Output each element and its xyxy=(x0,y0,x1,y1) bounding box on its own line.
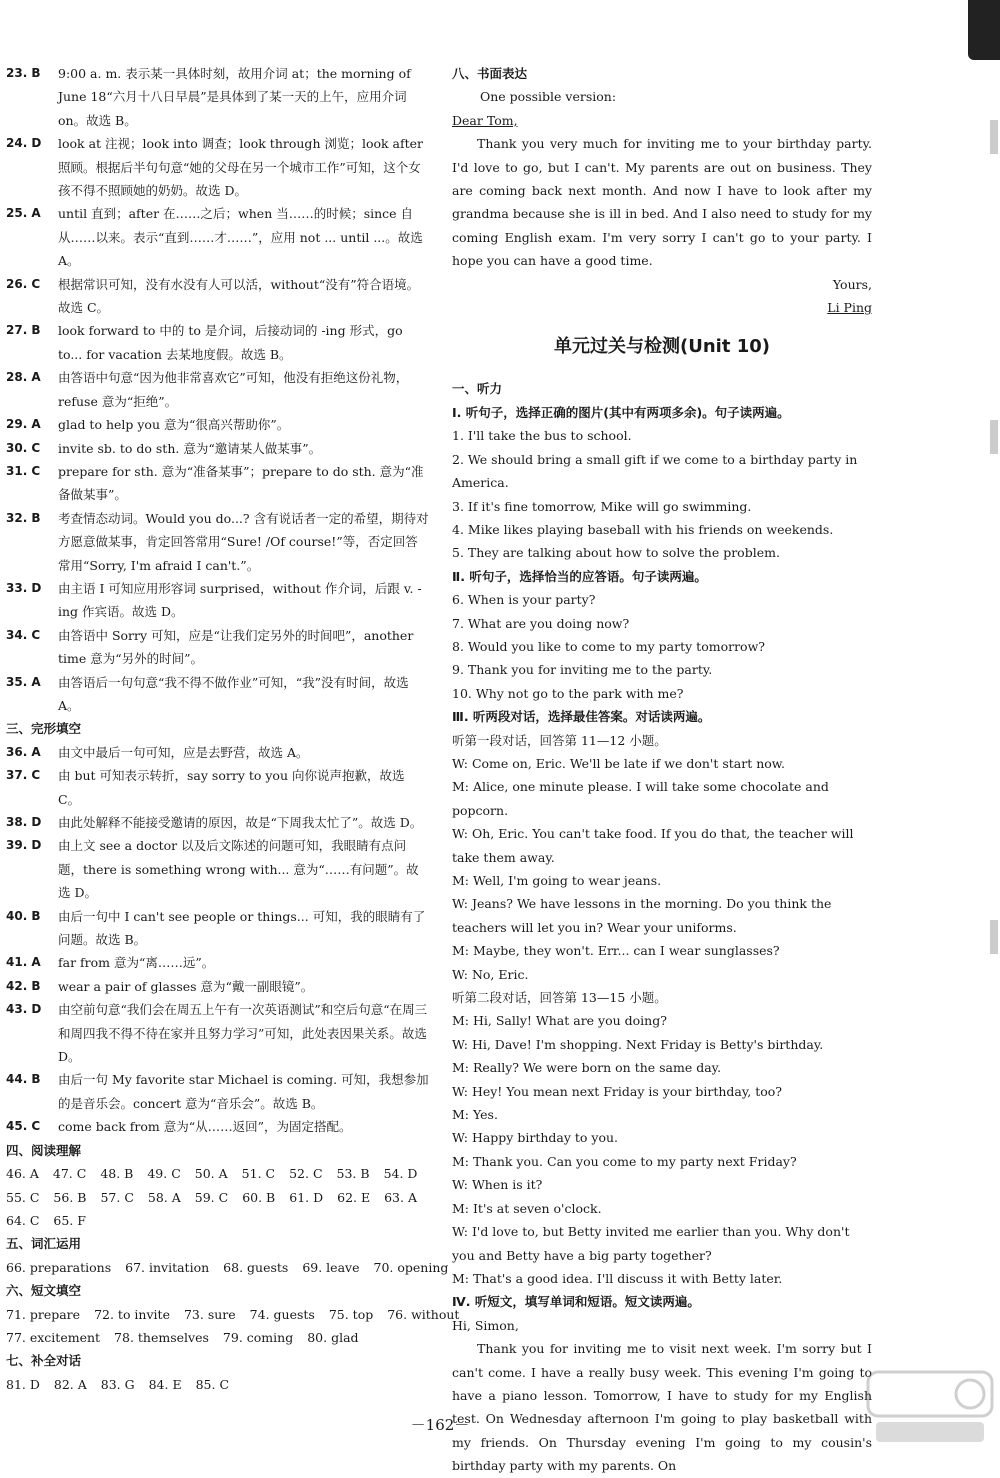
answer-item xyxy=(6,834,430,904)
answer-item xyxy=(6,764,430,811)
answer-number: 39. D xyxy=(6,838,42,853)
answer-explanation: until 直到；after 在……之后；when 当……的时候；since 自从……以来。表示“直到……才……”，应用 not ... until ...。故选 A。 xyxy=(58,206,423,269)
answer-item xyxy=(6,577,430,624)
answer-item xyxy=(6,460,430,507)
answer-key: 61. D xyxy=(289,1189,324,1205)
answer-key: 66. preparations xyxy=(6,1259,112,1275)
section-heading-listening: 一、听力 xyxy=(452,381,503,397)
answer-item xyxy=(6,741,430,764)
answer-item xyxy=(6,905,430,952)
answer-explanation: 根据常识可知，没有水没有人可以活，without“没有”符合语境。故选 C。 xyxy=(58,276,420,316)
answer-number: 38. D xyxy=(6,815,42,829)
answer-explanation: 由答语后一句句意“我不得不做作业”可知，“我”没有时间，故选 A。 xyxy=(58,674,409,713)
answer-key: 64. C xyxy=(6,1212,40,1228)
reading-answers-row xyxy=(6,1209,430,1232)
answer-number: 23. B xyxy=(6,66,41,80)
answer-explanation: prepare for sth. 意为“准备某事”；prepare to do sth. 意为“准备做某事”。 xyxy=(58,463,424,503)
dialog-line: W: No, Eric. xyxy=(452,966,529,982)
answer-key: 77. excitement xyxy=(6,1329,101,1345)
answer-key: 65. F xyxy=(53,1212,86,1228)
section-heading-passage-fill: 六、短文填空 xyxy=(6,1283,82,1299)
listening-part-2-heading: Ⅱ. 听句子，选择恰当的应答语。句子读两遍。 xyxy=(452,568,707,584)
answer-key: 78. themselves xyxy=(114,1329,209,1345)
answer-key: 80. glad xyxy=(307,1329,359,1345)
answer-number: 27. B xyxy=(6,323,41,338)
answer-number: 24. D xyxy=(6,136,42,151)
answer-item xyxy=(6,1068,430,1115)
passage-fill-answers-row xyxy=(6,1326,430,1349)
dialog-1-lines xyxy=(452,752,872,986)
answer-key: 69. leave xyxy=(302,1259,360,1275)
answer-key: 57. C xyxy=(100,1189,134,1205)
passage-greeting: Hi, Simon, xyxy=(452,1317,519,1333)
dialog-line: M: It's at seven o'clock. xyxy=(452,1200,602,1216)
answer-key: 58. A xyxy=(147,1189,181,1205)
answer-explanation: far from 意为“离……远”。 xyxy=(58,955,215,971)
listening-sentence: 1. I'll take the bus to school. xyxy=(452,428,632,444)
answer-number: 30. C xyxy=(6,440,41,455)
answer-number: 42. B xyxy=(6,978,41,993)
answer-explanation: 由上文 see a doctor 以及后文陈述的问题可知，我眼睛有点问题，there is something wrong with... 意为“……有问题”。故选 D。 xyxy=(58,838,419,901)
answer-item xyxy=(6,1115,430,1138)
dialog-line: M: That's a good idea. I'll discuss it with Betty later. xyxy=(452,1270,783,1286)
right-column xyxy=(452,62,872,1478)
answer-item xyxy=(6,366,430,413)
answer-explanation: 由后一句中 I can't see people or things... 可知，我的眼睛有了问题。故选 B。 xyxy=(58,908,426,948)
page-edge-mark xyxy=(990,920,998,954)
answer-item xyxy=(6,671,430,718)
dialog-line: M: Yes. xyxy=(452,1107,498,1123)
answer-key: 81. D xyxy=(6,1376,40,1392)
dialog-line: M: Really? We were born on the same day. xyxy=(452,1060,722,1076)
answer-explanation: 9:00 a. m. 表示某一具体时刻，故用介词 at；the morning of June 18“六月十八日早晨”是具体到了某一天的上午，应用介词 on。故选 B。 xyxy=(58,66,411,128)
section-heading-dialogue: 七、补全对话 xyxy=(6,1353,82,1369)
dialog-line: M: Alice, one minute please. I will take some chocolate and popcorn. xyxy=(452,779,829,818)
answer-key: 60. B xyxy=(242,1189,276,1205)
listening-sentence: 6. When is your party? xyxy=(452,592,596,608)
listening-sentence: 2. We should bring a small gift if we come to a birthday party in America. xyxy=(452,451,858,491)
answer-key: 46. A xyxy=(6,1166,39,1182)
answer-item xyxy=(6,811,430,834)
answer-key: 62. E xyxy=(337,1189,371,1205)
dialog-line: W: Come on, Eric. We'll be late if we don't start now. xyxy=(452,755,785,771)
answer-explanation: invite sb. to do sth. 意为“邀请某人做某事”。 xyxy=(58,440,322,456)
answer-key: 70. opening xyxy=(373,1259,449,1275)
answer-key: 83. G xyxy=(100,1376,135,1392)
letter-signature: Li Ping xyxy=(827,300,872,316)
answer-number: 32. B xyxy=(6,510,41,525)
answer-key: 59. C xyxy=(194,1189,229,1205)
answer-number: 28. A xyxy=(6,370,41,385)
answer-item xyxy=(6,975,430,998)
dialog-line: M: Well, I'm going to wear jeans. xyxy=(452,873,662,888)
answer-key: 63. A xyxy=(384,1189,417,1205)
answer-item xyxy=(6,319,430,366)
passage-body: Thank you for inviting me to visit next week. I'm sorry but I can't come. I have a really busy week. This evening I'm going to have a piano lesson. Tomorrow, I have to study for my English test. On Wednesday afternoon I'm going to play basketball with my friends. On Thursday evening I'm going to my cousin's birthday party with my parents. On xyxy=(452,1341,872,1474)
dialog-line: M: Thank you. Can you come to my party next Friday? xyxy=(452,1153,797,1169)
section-heading-writing: 八、书面表达 xyxy=(452,66,528,81)
dialog-line: M: Hi, Sally! What are you doing? xyxy=(452,1013,667,1029)
section-heading-reading: 四、阅读理解 xyxy=(6,1142,82,1158)
listening-part-1-heading: Ⅰ. 听句子，选择正确的图片(其中有两项多余)。句子读两遍。 xyxy=(452,404,790,420)
version-label: One possible version: xyxy=(480,89,617,105)
unit-test-title: 单元过关与检测(Unit 10) xyxy=(554,336,770,358)
dialog-1-intro: 听第一段对话，回答第 11—12 小题。 xyxy=(452,732,667,748)
answer-number: 31. C xyxy=(6,463,41,478)
answer-key: 74. guests xyxy=(249,1306,315,1322)
dialog-2-lines xyxy=(452,1009,872,1290)
answer-explanation: 由后一句 My favorite star Michael is coming. 可知，我想参加的是音乐会。concert 意为“音乐会”。故选 B。 xyxy=(58,1072,429,1111)
answer-number: 45. C xyxy=(6,1119,41,1134)
answer-key: 75. top xyxy=(328,1306,374,1322)
answer-key: 82. A xyxy=(53,1376,87,1392)
answer-explanation: 由答语中句意“因为他非常喜欢它”可知，他没有拒绝这份礼物，refuse 意为“拒绝”。 xyxy=(58,370,409,409)
dialog-line: W: I'd love to, but Betty invited me earlier than you. Why don't you and Betty have a big party together? xyxy=(452,1224,850,1263)
answer-number: 33. D xyxy=(6,580,42,595)
answer-number: 25. A xyxy=(6,206,41,221)
letter-body: Thank you very much for inviting me to your birthday party. I'd love to go, but I can't. My parents are out on business. They are coming back next month. And now I have to look after my grandma because she is ill in bed. And I also need to study for my coming English exam. I'm very sorry I can't go to your party. I hope you can have a good time. xyxy=(452,136,872,269)
page-edge-tab xyxy=(968,0,1000,60)
letter-greeting: Dear Tom, xyxy=(452,112,518,128)
answer-key: 56. B xyxy=(53,1189,87,1205)
reading-answers-row xyxy=(6,1162,430,1185)
answer-key: 71. prepare xyxy=(6,1306,81,1322)
listening-sentence: 4. Mike likes playing baseball with his friends on weekends. xyxy=(452,521,834,537)
answer-key: 67. invitation xyxy=(125,1259,210,1275)
watermark-logo xyxy=(862,1368,998,1450)
answer-explanation: look forward to 中的 to 是介词，后接动词的 -ing 形式，go to... for vacation 去某地度假。故选 B。 xyxy=(58,323,403,362)
answer-number: 34. C xyxy=(6,627,41,642)
answer-key: 53. B xyxy=(336,1166,370,1182)
answer-explanation: 由文中最后一句可知，应是去野营，故选 A。 xyxy=(58,744,309,760)
answer-key: 76. without xyxy=(387,1306,460,1322)
dialog-line: W: Hi, Dave! I'm shopping. Next Friday is Betty's birthday. xyxy=(452,1036,824,1052)
answer-item xyxy=(6,951,430,974)
answer-number: 35. A xyxy=(6,674,41,689)
answer-number: 29. A xyxy=(6,417,41,432)
answer-number: 36. A xyxy=(6,744,41,759)
dialog-line: W: Jeans? We have lessons in the morning. Do you think the teachers will let you in? Wear your uniforms. xyxy=(452,896,832,935)
answer-item xyxy=(6,202,430,272)
section-heading-vocabulary: 五、词汇运用 xyxy=(6,1236,82,1252)
answer-explanation: glad to help you 意为“很高兴帮助你”。 xyxy=(58,417,290,433)
answer-item xyxy=(6,132,430,202)
page-number: －162－ xyxy=(410,1416,470,1434)
answer-key: 79. coming xyxy=(222,1329,294,1345)
answer-item xyxy=(6,437,430,460)
listening-part-3-heading: Ⅲ. 听两段对话，选择最佳答案。对话读两遍。 xyxy=(452,709,711,725)
dialog-line: W: When is it? xyxy=(452,1177,543,1193)
answer-item xyxy=(6,624,430,671)
answer-key: 54. D xyxy=(383,1166,418,1182)
answer-number: 26. C xyxy=(6,276,41,291)
answer-item xyxy=(6,998,430,1068)
listening-sentence: 9. Thank you for inviting me to the party. xyxy=(452,662,713,678)
answer-explanation: 由答语中 Sorry 可知，应是“让我们定另外的时间吧”，another time 意为“另外的时间”。 xyxy=(58,627,414,667)
listening-part-1-items xyxy=(452,424,872,564)
dialog-line: W: Oh, Eric. You can't take food. If you do that, the teacher will take them away. xyxy=(452,826,854,865)
dialog-line: M: Maybe, they won't. Err... can I wear sunglasses? xyxy=(452,943,780,959)
answer-explanation: wear a pair of glasses 意为“戴一副眼镜”。 xyxy=(58,978,314,994)
section-heading-cloze: 三、完形填空 xyxy=(6,721,82,737)
answer-key: 85. C xyxy=(195,1376,230,1392)
dialog-line: W: Happy birthday to you. xyxy=(452,1130,619,1146)
answer-explanation: 由此处解释不能接受邀请的原因，故是“下周我太忙了”。故选 D。 xyxy=(58,815,423,830)
answer-explanation: look at 注视；look into 调查；look through 浏览；look after 照顾。根据后半句句意“她的父母在另一个城市工作”可知，这个女孩不得不照顾她的奶奶。故选 D。 xyxy=(58,136,424,199)
listening-part-2-items xyxy=(452,588,872,705)
answer-explanation: come back from 意为“从……返回”，为固定搭配。 xyxy=(58,1119,352,1135)
answer-key: 72. to invite xyxy=(94,1306,170,1322)
left-column xyxy=(6,62,460,1396)
reading-answers-row xyxy=(6,1186,430,1209)
answer-explanation: 由主语 I 可知应用形容词 surprised，without 作介词，后跟 v. -ing 作宾语。故选 D。 xyxy=(58,580,422,620)
answer-key: 48. B xyxy=(100,1166,134,1182)
answer-key: 73. sure xyxy=(183,1306,236,1322)
answer-item xyxy=(6,273,430,320)
dialog-2-intro: 听第二段对话，回答第 13—15 小题。 xyxy=(452,990,667,1006)
dialogue-answers-row xyxy=(6,1373,430,1396)
listening-part-4-heading: Ⅳ. 听短文，填写单词和短语。短文读两遍。 xyxy=(452,1294,700,1310)
answer-key: 68. guests xyxy=(223,1259,289,1275)
answer-key: 51. C xyxy=(241,1166,276,1182)
dialog-line: W: Hey! You mean next Friday is your birthday, too? xyxy=(452,1083,782,1099)
answer-number: 43. D xyxy=(6,1002,42,1017)
answer-item xyxy=(6,507,430,577)
listening-sentence: 5. They are talking about how to solve the problem. xyxy=(452,545,780,561)
answer-explanation: 由 but 可知表示转折，say sorry to you 向你说声抱歉，故选 C。 xyxy=(58,768,405,807)
answer-number: 40. B xyxy=(6,908,41,923)
listening-sentence: 3. If it's fine tomorrow, Mike will go swimming. xyxy=(452,498,752,514)
listening-sentence: 10. Why not go to the park with me? xyxy=(452,685,684,701)
answer-item xyxy=(6,413,430,436)
answer-key: 50. A xyxy=(194,1166,228,1182)
answer-explanation: 由空前句意“我们会在周五上午有一次英语测试”和空后句意“在周三和周四我不得不待在家并且努力学习”可知，此处表因果关系。故选 D。 xyxy=(58,1002,428,1065)
answer-number: 44. B xyxy=(6,1072,41,1087)
answer-item xyxy=(6,62,430,132)
answer-number: 37. C xyxy=(6,768,41,783)
page-edge-mark xyxy=(990,420,998,454)
answer-key: 55. C xyxy=(6,1189,40,1205)
page-edge-mark xyxy=(990,120,998,154)
answer-number: 41. A xyxy=(6,955,41,970)
answer-key: 84. E xyxy=(148,1376,182,1392)
listening-sentence: 8. Would you like to come to my party tomorrow? xyxy=(452,638,765,654)
answer-explanations-22-35 xyxy=(6,62,430,717)
letter-closing: Yours, xyxy=(832,276,872,292)
passage-fill-answers-row xyxy=(6,1303,460,1326)
answer-key: 49. C xyxy=(147,1166,181,1182)
answer-explanation: 考查情态动词。Would you do...? 含有说话者一定的希望，期待对方愿意做某事，肯定回答常用“Sure! /Of course!”等，否定回答常用“Sorry, I'm afraid I can't.”。 xyxy=(58,510,429,573)
answer-key: 52. C xyxy=(289,1166,323,1182)
listening-sentence: 7. What are you doing now? xyxy=(452,615,630,631)
vocabulary-answers-row xyxy=(6,1256,449,1279)
answer-key: 47. C xyxy=(52,1166,87,1182)
answer-explanations-36-45 xyxy=(6,741,430,1139)
